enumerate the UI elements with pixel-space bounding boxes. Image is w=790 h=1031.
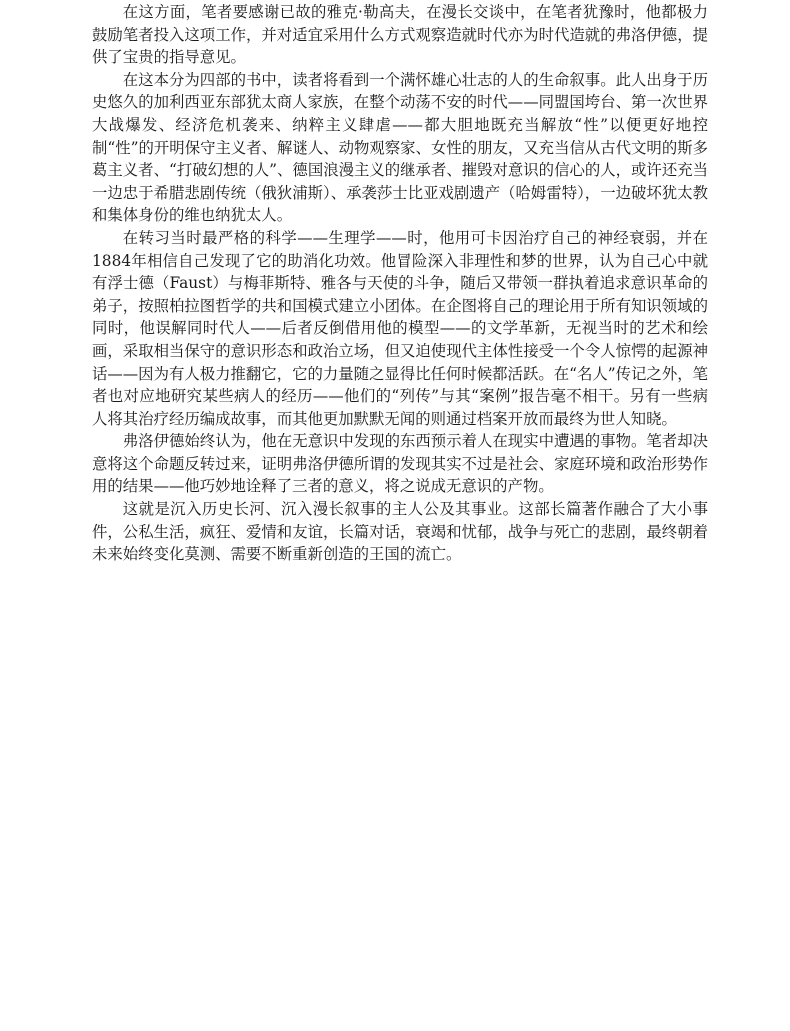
document-page [92,0,708,566]
paragraph-acknowledgement: 在这方面，笔者要感谢已故的雅克·勒高夫，在漫长交谈中，在笔者犹豫时，他都极力鼓励笔者投入这项工作，并对适宜采用什么方式观察造就时代亦为时代造就的弗洛伊德，提供了宝贵的指导意见。 [92,3,708,67]
paragraph-early-career: 在转习当时最严格的科学——生理学——时，他用可卡因治疗自己的神经衰弱，并在1884年相信自己发现了它的助消化功效。他冒险深入非理性和梦的世界，认为自己心中就有浮士德（Faust）与梅菲斯特、雅各与天使的斗争，随后又带领一群执着追求意识革命的弟子，按照柏拉图哲学的共和国模式建立小团体。在企图将自己的理论用于所有知识领域的同时，他误解同时代人——后者反倒借用他的模型——的文学革新，无视当时的艺术和绘画，采取相当保守的意识形态和政治立场，但又迫使现代主体性接受一个令人惊愕的起源神话——因为有人极力推翻它，它的力量随之显得比任何时候都活跃。在“名人”传记之外，笔者也对应地研究某些病人的经历——他们的“列传”与其“案例”报告毫不相干。另有一些病人将其治疗经历编成故事，而其他更加默默无闻的则通过档案开放而最终为世人知晓。 [92,228,708,428]
paragraph-summary: 这就是沉入历史长河、沉入漫长叙事的主人公及其事业。这部长篇著作融合了大小事件，公私生活，疯狂、爱情和友谊，长篇对话，衰竭和忧郁，战争与死亡的悲剧，最终朝着未来始终变化莫测、需要不断重新创造的王国的流亡。 [92,500,708,564]
paragraph-book-overview: 在这本分为四部的书中，读者将看到一个满怀雄心壮志的人的生命叙事。此人出身于历史悠久的加利西亚东部犹太商人家族，在整个动荡不安的时代——同盟国垮台、第一次世界大战爆发、经济危机袭来、纳粹主义肆虐——都大胆地既充当解放“性”以便更好地控制“性”的开明保守主义者、解谜人、动物观察家、女性的朋友，又充当信从古代文明的斯多葛主义者、“打破幻想的人”、德国浪漫主义的继承者、摧毁对意识的信心的人，或许还充当一边忠于希腊悲剧传统（俄狄浦斯）、承袭莎士比亚戏剧遗产（哈姆雷特），一边破坏犹太教和集体身份的维也纳犹太人。 [92,70,708,225]
paragraph-thesis: 弗洛伊德始终认为，他在无意识中发现的东西预示着人在现实中遭遇的事物。笔者却决意将这个命题反转过来，证明弗洛伊德所谓的发现其实不过是社会、家庭环境和政治形势作用的结果——他巧妙地诠释了三者的意义，将之说成无意识的产物。 [92,432,708,496]
